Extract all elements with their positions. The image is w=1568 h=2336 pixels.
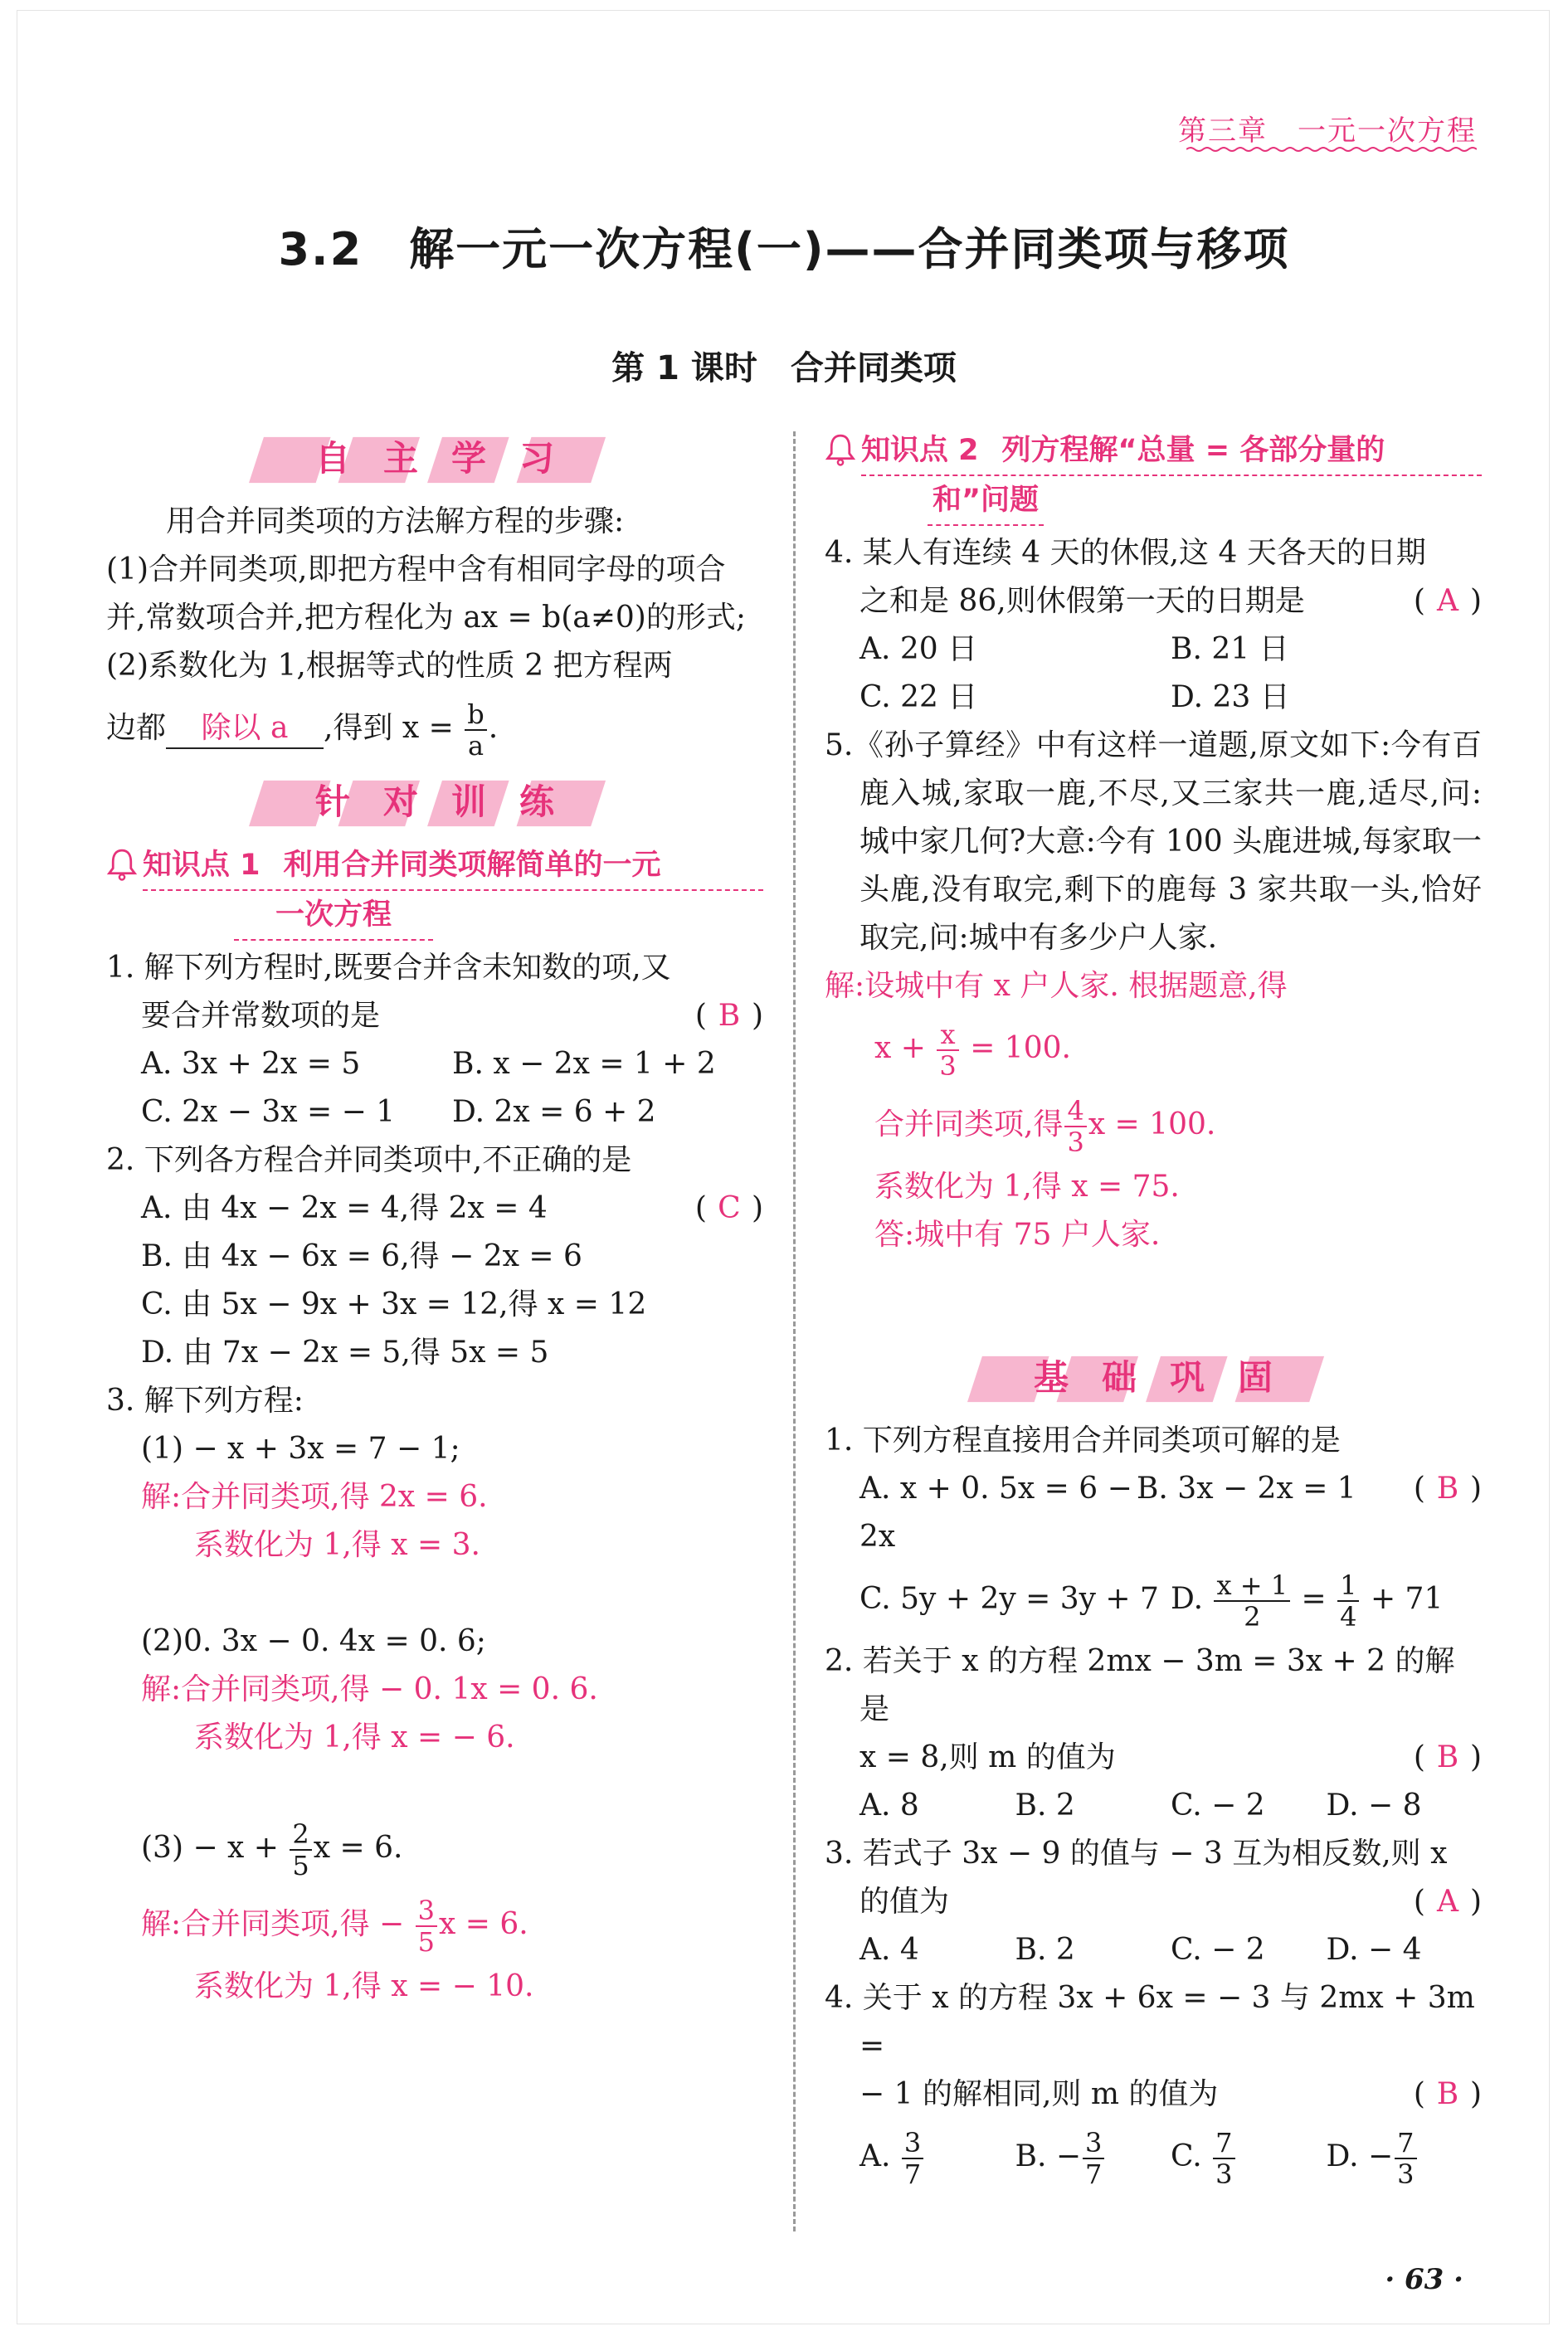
option-d: D. − $\frac{7}{3}$ — [1327, 2119, 1483, 2195]
banner-text: 针对训练 — [314, 781, 587, 822]
chapter-underline — [1186, 146, 1477, 153]
exercise-1-options — [825, 1465, 1414, 1561]
option-b: B. − $\frac{3}{7}$ — [1015, 2119, 1171, 2195]
option-a: A. 由 4x − 2x = 4,得 2x = 4 — [141, 1191, 548, 1225]
right-column — [825, 423, 1482, 2195]
option-c: C. 5y + 2y = 3y + 7 — [859, 1582, 1159, 1616]
answer-bracket: ( B ) — [1414, 1465, 1482, 1513]
exercise-3-options — [825, 1926, 1482, 1974]
option-c: C. 由 5x − 9x + 3x = 12,得 x = 12 — [141, 1287, 647, 1321]
option-d: D. − 8 — [1326, 1788, 1422, 1823]
answer-bracket: ( A ) — [1414, 577, 1482, 625]
answer-letter: A — [1436, 584, 1458, 618]
fraction: $\frac{3}{7}$ — [902, 2129, 923, 2188]
answer-line: 系数化为 1,得 x = 75. — [874, 1170, 1180, 1204]
kp-text: 利用合并同类项解简单的一元 — [283, 849, 661, 882]
question-1-options — [106, 1040, 763, 1088]
answer-bracket: ( C ) — [695, 1185, 763, 1233]
option-b: B. 由 4x − 6x = 6,得 − 2x = 6 — [141, 1239, 582, 1273]
fraction: $\frac{x + 1}{2}$ — [1214, 1572, 1290, 1630]
exercise-3-line-2: 的值为 ( A ) — [825, 1878, 1482, 1926]
fraction: $\frac{3}{5}$ — [416, 1897, 437, 1955]
answer-bracket: ( B ) — [1414, 1734, 1482, 1782]
fraction-b-over-a: $\frac{b}{a}$ — [465, 701, 486, 759]
step-2-continued: 边都 除以 a ,得到 x = $\frac{b}{a}$ . — [106, 698, 499, 762]
option-b: B. 3x − 2x = 1 — [1136, 1472, 1356, 1506]
option-a: A. $\frac{3}{7}$ — [859, 2119, 1015, 2195]
question-4-line-2: 之和是 86,则休假第一天的日期是 ( A ) — [825, 577, 1482, 625]
page-number: · 63 · — [1385, 2263, 1463, 2296]
question-4: 4. 某人有连续 4 天的休假,这 4 天各天的日期 — [825, 536, 1426, 570]
banner-practice — [106, 770, 763, 836]
exercise-4-line-2: − 1 的解相同,则 m 的值为 ( B ) — [825, 2071, 1482, 2119]
answer-letter: C — [718, 1191, 741, 1225]
fraction: $\frac{x}{3}$ — [937, 1021, 958, 1079]
option-c: C. 22 日 — [859, 680, 978, 714]
fraction: $\frac{3}{7}$ — [1083, 2129, 1104, 2188]
fraction: $\frac{1}{4}$ — [1337, 1572, 1359, 1630]
intro-text: 用合并同类项的方法解方程的步骤: — [166, 504, 625, 538]
answer-letter: B — [718, 999, 741, 1033]
banner-text: 自主学习 — [314, 437, 587, 479]
exercise-2-options — [825, 1782, 1482, 1830]
question-3-part-3: (3) − x + $\frac{2}{5}$ x = 6. — [141, 1818, 403, 1881]
question-3-part-1: (1) − x + 3x = 7 − 1; — [141, 1432, 460, 1466]
option-b: B. x − 2x = 1 + 2 — [452, 1047, 716, 1081]
option-b: B. 21 日 — [1171, 632, 1289, 666]
option-a: A. 8 — [859, 1788, 919, 1823]
step-2-prefix: 边都 — [106, 711, 167, 745]
kp-label: 知识点 1 — [143, 849, 261, 882]
exercise-1: 1. 下列方程直接用合并同类项可解的是 — [825, 1424, 1341, 1458]
option-d: D. − 4 — [1326, 1933, 1422, 1967]
answer-line: 解:设城中有 x 户人家. 根据题意,得 — [825, 969, 1288, 1003]
left-column — [106, 423, 763, 2011]
question-5: 5.《孙子算经》中有这样一道题,原文如下:今有百鹿入城,家取一鹿,不尽,又三家共一鹿,适尽,问:城中家几何?大意:今有 100 头鹿进城,每家取一头鹿,没有取完,剩下的鹿每 3 家共取一头,恰好取完,问:城中有多少户人家. — [825, 728, 1482, 955]
exercise-2-line-2: x = 8,则 m 的值为 ( B ) — [825, 1734, 1482, 1782]
column-divider — [793, 431, 796, 2231]
step-2-suffix: ,得到 x = — [324, 711, 454, 745]
option-c: C. 2x − 3x = − 1 — [141, 1095, 396, 1129]
answer-line: 合并同类项,得 $\frac{4}{3}$ x = 100. — [874, 1095, 1216, 1158]
question-1: 1. 解下列方程时,既要合并含未知数的项,又 — [106, 951, 671, 985]
option-a: A. 20 日 — [859, 632, 978, 666]
kp-text-continued: 一次方程 — [234, 891, 433, 941]
answer-line: 答:城中有 75 户人家. — [874, 1218, 1161, 1252]
question-1-line-2: 要合并常数项的是 ( B ) — [106, 992, 763, 1040]
question-2: 2. 下列各方程合并同类项中,不正确的是 — [106, 1143, 632, 1177]
kp-label: 知识点 2 — [861, 434, 979, 467]
exercise-3: 3. 若式子 3x − 9 的值与 − 3 互为相反数,则 x — [825, 1837, 1448, 1871]
option-a: A. 3x + 2x = 5 — [141, 1047, 361, 1081]
chapter-header: 第三章 一元一次方程 — [1178, 114, 1477, 148]
banner-consolidation — [825, 1346, 1482, 1412]
answer-equation: x + $\frac{x}{3}$ = 100. — [874, 1019, 1071, 1082]
option-a: A. x + 0. 5x = 6 − 2x — [859, 1472, 1132, 1554]
bell-icon — [825, 433, 856, 466]
knowledge-point-2 — [825, 426, 1482, 526]
answer-bracket: ( A ) — [1414, 1878, 1482, 1926]
exercise-2: 2. 若关于 x 的方程 2mx − 3m = 3x + 2 的解是 — [825, 1644, 1455, 1726]
question-3-part-2: (2)0. 3x − 0. 4x = 0. 6; — [141, 1624, 486, 1658]
step-2: (2)系数化为 1,根据等式的性质 2 把方程两 — [106, 649, 673, 683]
option-d: D. 由 7x − 2x = 5,得 5x = 5 — [141, 1336, 549, 1370]
question-4-options — [825, 625, 1482, 674]
kp-text: 列方程解“总量 = 各部分量的 — [1001, 434, 1385, 467]
banner-text: 基础巩固 — [1033, 1356, 1306, 1398]
kp-text-continued: 和”问题 — [928, 476, 1044, 526]
answer-letter: A — [1436, 1885, 1458, 1919]
knowledge-point-1 — [106, 841, 763, 941]
option-d: D. 23 日 — [1171, 680, 1290, 714]
fraction: $\frac{7}{3}$ — [1395, 2129, 1416, 2188]
fraction: $\frac{2}{5}$ — [290, 1821, 311, 1879]
exercise-1-options — [825, 1561, 1482, 1638]
option-c: C. − 2 — [1171, 1788, 1265, 1823]
answer-line: 系数化为 1,得 x = − 6. — [194, 1720, 515, 1754]
fraction: $\frac{7}{3}$ — [1213, 2129, 1234, 2188]
answer-bracket: ( B ) — [1414, 2071, 1482, 2119]
answer-line: 解:合并同类项,得 2x = 6. — [141, 1480, 488, 1514]
option-b: B. 2 — [1015, 1788, 1075, 1823]
question-1-options — [106, 1088, 763, 1136]
option-a: A. 4 — [859, 1933, 919, 1967]
option-c: C. $\frac{7}{3}$ — [1171, 2119, 1327, 2195]
banner-self-study — [106, 426, 763, 493]
answer-line: 解:合并同类项,得 − 0. 1x = 0. 6. — [141, 1672, 598, 1706]
option-d: D. $\frac{x + 1}{2}$ = $\frac{1}{4}$ + 71 — [1171, 1570, 1444, 1633]
answer-letter: B — [1436, 1740, 1459, 1774]
answer-line: 系数化为 1,得 x = − 10. — [194, 1969, 534, 2003]
option-d: D. 2x = 6 + 2 — [452, 1095, 656, 1129]
fraction: $\frac{4}{3}$ — [1064, 1097, 1086, 1156]
answer-letter: B — [1436, 1472, 1459, 1506]
answer-line: 解:合并同类项,得 − $\frac{3}{5}$ x = 6. — [141, 1895, 528, 1958]
answer-bracket: ( B ) — [695, 992, 763, 1040]
bell-icon — [106, 848, 138, 881]
question-4-options — [825, 674, 1482, 722]
option-c: C. − 2 — [1171, 1933, 1265, 1967]
option-b: B. 2 — [1015, 1933, 1075, 1967]
lesson-title: 第 1 课时 合并同类项 — [611, 349, 957, 387]
answer-blank: 除以 a — [166, 709, 324, 749]
exercise-4: 4. 关于 x 的方程 3x + 6x = − 3 与 2mx + 3m = — [825, 1981, 1475, 2063]
question-3: 3. 解下列方程: — [106, 1384, 304, 1418]
step-1: (1)合并同类项,即把方程中含有相同字母的项合并,常数项合并,把方程化为 ax = b(a≠0)的形式; — [106, 552, 746, 635]
section-title: 3.2 解一元一次方程(一)——合并同类项与移项 — [278, 223, 1290, 275]
answer-letter: B — [1436, 2077, 1459, 2111]
exercise-4-options — [825, 2119, 1482, 2195]
answer-line: 系数化为 1,得 x = 3. — [194, 1528, 480, 1562]
